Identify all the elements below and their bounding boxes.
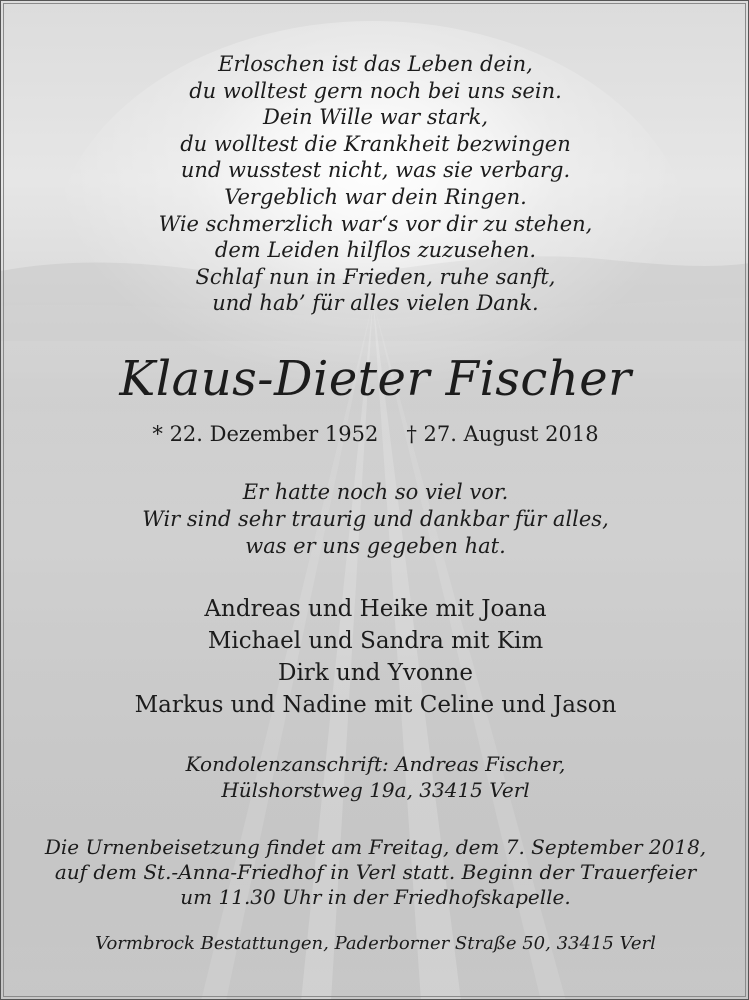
poem-line: dem Leiden hilflos zuzusehen. xyxy=(214,238,537,263)
poem-line: du wolltest gern noch bei uns sein. xyxy=(189,78,562,103)
deceased-name: Klaus-Dieter Fischer xyxy=(119,351,632,407)
mourners-line: Dirk und Yvonne xyxy=(278,660,473,686)
epitaph-line: was er uns gegeben hat. xyxy=(245,534,506,558)
poem-line: und hab’ für alles vielen Dank. xyxy=(212,291,539,316)
condolence-line: Hülshorstweg 19a, 33415 Verl xyxy=(221,778,530,802)
condolence-line: Kondolenzanschrift: Andreas Fischer, xyxy=(185,752,566,776)
condolence-address xyxy=(1,751,749,803)
funeral-info xyxy=(1,835,749,910)
epitaph-line: Wir sind sehr traurig und dankbar für alles, xyxy=(142,507,609,531)
poem-line: und wusstest nicht, was sie verbarg. xyxy=(180,158,571,183)
poem-line: du wolltest die Krankheit bezwingen xyxy=(180,131,571,156)
poem-line: Schlaf nun in Frieden, ruhe sanft, xyxy=(195,264,556,289)
undertaker-info: Vormbrock Bestattungen, Paderborner Straße 50, 33415 Verl xyxy=(95,933,656,954)
mourners-list xyxy=(1,593,749,721)
birth-date: * 22. Dezember 1952 xyxy=(152,422,379,446)
funeral-line: auf dem St.-Anna-Friedhof in Verl statt. Beginn der Trauerfeier xyxy=(54,860,697,884)
epitaph xyxy=(1,479,749,560)
epitaph-line: Er hatte noch so viel vor. xyxy=(242,480,509,504)
poem-line: Wie schmerzlich war‘s vor dir zu stehen, xyxy=(158,211,593,236)
poem-line: Erloschen ist das Leben dein, xyxy=(218,52,533,76)
funeral-line: Die Urnenbeisetzung findet am Freitag, dem 7. September 2018, xyxy=(44,835,707,859)
mourners-line: Andreas und Heike mit Joana xyxy=(204,596,547,622)
poem-line: Vergeblich war dein Ringen. xyxy=(224,184,527,209)
mourners-line: Markus und Nadine mit Celine und Jason xyxy=(134,692,617,718)
poem xyxy=(1,51,749,317)
funeral-line: um 11.30 Uhr in der Friedhofskapelle. xyxy=(180,885,571,909)
death-date: † 27. August 2018 xyxy=(406,422,599,446)
mourners-line: Michael und Sandra mit Kim xyxy=(207,628,544,654)
poem-line: Dein Wille war stark, xyxy=(262,105,489,130)
life-dates xyxy=(1,419,749,449)
